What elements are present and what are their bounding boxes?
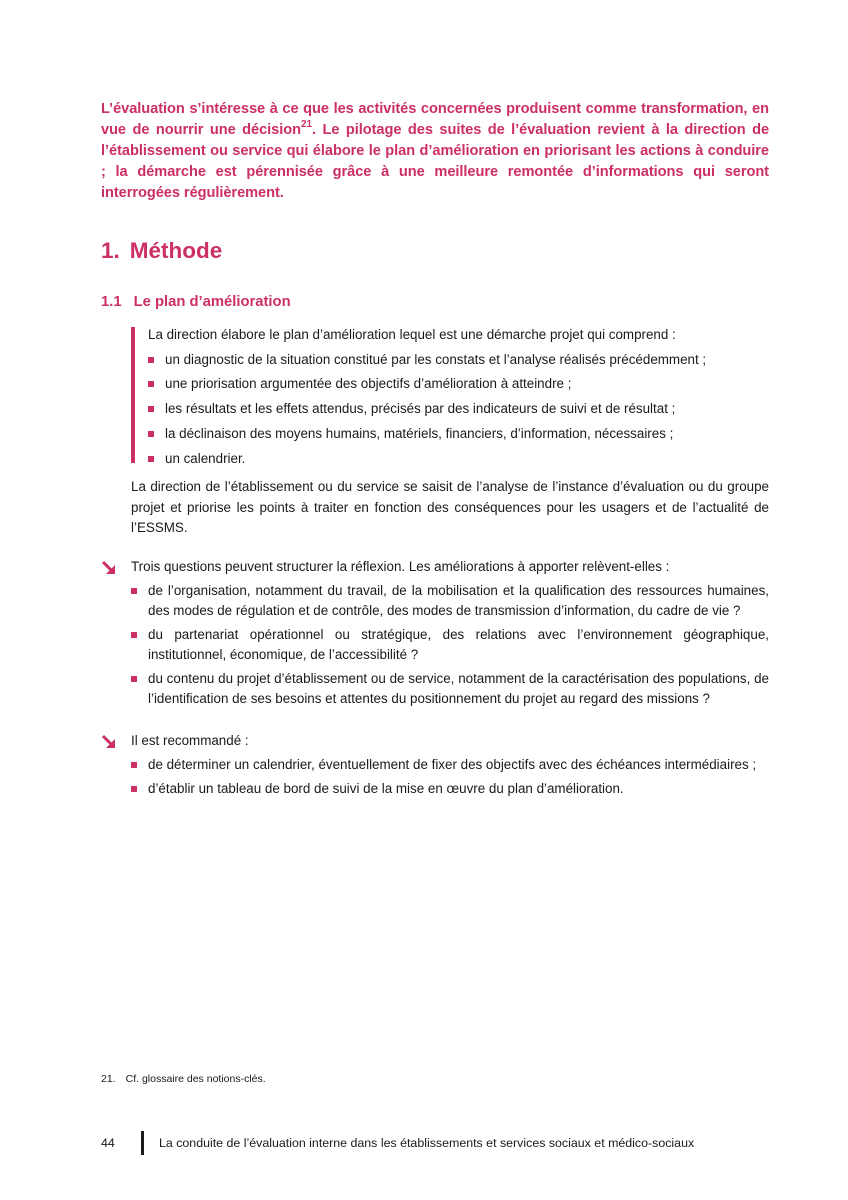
list-item bbox=[131, 625, 769, 665]
questions-lead: Trois questions peuvent structurer la réflexion. Les améliorations à apporter relèvent-elles : bbox=[131, 559, 670, 574]
list-item bbox=[131, 581, 769, 621]
bullet-square-icon bbox=[131, 786, 137, 792]
section-title: Méthode bbox=[129, 238, 223, 263]
intro-paragraph bbox=[101, 99, 769, 204]
questions-block bbox=[101, 557, 769, 713]
bullet-square-icon bbox=[131, 676, 137, 682]
list-item-text: d’établir un tableau de bord de suivi de la mise en œuvre du plan d’amélioration. bbox=[148, 781, 624, 796]
bullet-square-icon bbox=[131, 588, 137, 594]
list-item-text: du partenariat opérationnel ou stratégique, des relations avec l’environnement géographique, institutionnel, économique, de l’accessibilité ? bbox=[148, 627, 769, 662]
list-item bbox=[148, 372, 778, 397]
arrow-down-right-icon bbox=[101, 734, 116, 749]
arrow-down-right-icon bbox=[101, 560, 116, 575]
quote-accent-bar bbox=[131, 327, 135, 463]
list-item bbox=[148, 422, 778, 447]
subsection-number: 1.1 bbox=[101, 294, 122, 310]
bullet-square-icon bbox=[148, 406, 154, 412]
intro-text-start: L’évaluation s’intéresse à ce que les activités concernées produisent comme transformation, en vue de nourrir une décision bbox=[101, 101, 769, 138]
bullet-square-icon bbox=[131, 762, 137, 768]
list-item bbox=[148, 348, 778, 373]
page-number: 44 bbox=[101, 1136, 115, 1150]
list-item-text: une priorisation argumentée des objectifs d’amélioration à atteindre ; bbox=[165, 376, 572, 392]
footnote-reference[interactable]: 21 bbox=[300, 119, 312, 131]
bullet-square-icon bbox=[131, 632, 137, 638]
list-item-text: un diagnostic de la situation constitué par les constats et l’analyse réalisés précédemment ; bbox=[165, 351, 707, 367]
list-item-text: du contenu du projet d’établissement ou de service, notamment de la caractérisation des populations, de l’identification de ses besoins et attentes du positionnement du projet au regard des missions ? bbox=[148, 671, 769, 706]
recommendations-list bbox=[131, 755, 769, 799]
footnote-text: Cf. glossaire des notions-clés. bbox=[125, 1073, 266, 1085]
list-item-text: de l’organisation, notamment du travail, de la mobilisation et la qualification des ressources humaines, des modes de régulation et de contrôle, des modes de transmission d’information, du cadre de vie ? bbox=[148, 583, 769, 618]
footnote bbox=[101, 1073, 266, 1085]
footer-divider bbox=[141, 1131, 144, 1155]
bullet-square-icon bbox=[148, 357, 154, 363]
list-item bbox=[148, 397, 778, 422]
bullet-square-icon bbox=[148, 381, 154, 387]
recommendations-lead: Il est recommandé : bbox=[131, 733, 249, 748]
bullet-square-icon bbox=[148, 456, 154, 462]
list-item-text: un calendrier. bbox=[165, 450, 246, 466]
list-item-text: la déclinaison des moyens humains, matériels, financiers, d’information, nécessaires ; bbox=[165, 425, 674, 441]
body-paragraph: La direction de l’établissement ou du service se saisit de l’analyse de l’instance d’évaluation ou du groupe projet et priorise les points à traiter en fonction des conséquences pour les usagers et de l’actualité de l’ESSMS. bbox=[131, 479, 769, 535]
intro-text-end: . Le pilotage des suites de l’évaluation revient à la direction de l’établissement ou service qui élabore le plan d’amélioration en priorisant les actions à conduire ; la démarche est pérennisée grâce à une meilleure remontée d’informations qui seront interrogées régulièrement. bbox=[101, 122, 770, 201]
list-item bbox=[131, 755, 769, 775]
footer-title: La conduite de l’évaluation interne dans les établissements et services sociaux et médico-sociaux bbox=[159, 1136, 695, 1150]
list-item-text: de déterminer un calendrier, éventuellement de fixer des objectifs avec des échéances intermédiaires ; bbox=[148, 757, 757, 772]
list-item-text: les résultats et les effets attendus, précisés par des indicateurs de suivi et de résultat ; bbox=[165, 401, 676, 417]
questions-list bbox=[131, 581, 769, 709]
section-number: 1. bbox=[101, 238, 120, 263]
quote-block bbox=[148, 323, 778, 471]
list-item bbox=[148, 447, 778, 472]
section-heading bbox=[101, 238, 222, 264]
page-footer bbox=[101, 1131, 801, 1157]
recommendations-block bbox=[101, 731, 769, 803]
list-item bbox=[131, 669, 769, 709]
list-item bbox=[131, 779, 769, 799]
quote-lead: La direction élabore le plan d’amélioration lequel est une démarche projet qui comprend : bbox=[148, 327, 676, 342]
bullet-square-icon bbox=[148, 431, 154, 437]
subsection-title: Le plan d’amélioration bbox=[133, 294, 291, 310]
subsection-heading bbox=[101, 294, 291, 310]
footnote-number: 21. bbox=[101, 1073, 116, 1085]
